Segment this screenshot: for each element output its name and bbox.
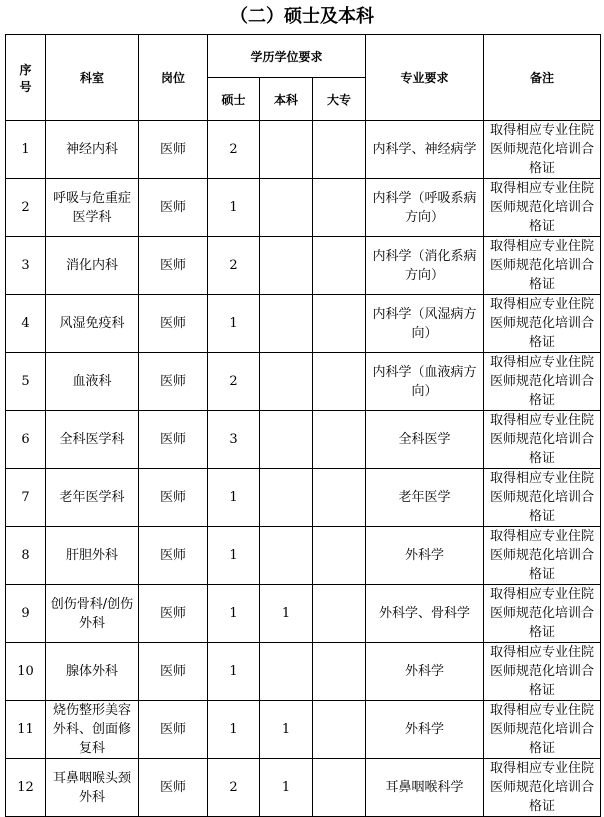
header-bachelor: 本科	[260, 78, 313, 121]
cell-college	[313, 643, 366, 701]
cell-college	[313, 295, 366, 353]
cell-major: 外科学	[366, 527, 484, 585]
cell-index: 10	[6, 643, 46, 701]
cell-note: 取得相应专业住院医师规范化培训合格证	[484, 411, 601, 469]
table-row	[6, 121, 601, 179]
cell-bachelor	[260, 121, 313, 179]
cell-department: 老年医学科	[46, 469, 139, 527]
cell-college	[313, 121, 366, 179]
cell-note: 取得相应专业住院医师规范化培训合格证	[484, 179, 601, 237]
cell-position: 医师	[139, 353, 208, 411]
cell-bachelor	[260, 469, 313, 527]
cell-college	[313, 527, 366, 585]
cell-master: 1	[208, 585, 260, 643]
cell-index: 4	[6, 295, 46, 353]
cell-major: 老年医学	[366, 469, 484, 527]
cell-department: 创伤骨科/创伤外科	[46, 585, 139, 643]
table-body	[6, 121, 601, 817]
cell-department: 消化内科	[46, 237, 139, 295]
cell-department: 肝胆外科	[46, 527, 139, 585]
cell-note: 取得相应专业住院医师规范化培训合格证	[484, 353, 601, 411]
cell-major: 内科学（血液病方向）	[366, 353, 484, 411]
cell-major: 内科学（呼吸系病方向）	[366, 179, 484, 237]
cell-bachelor	[260, 237, 313, 295]
cell-college	[313, 469, 366, 527]
cell-index: 7	[6, 469, 46, 527]
cell-index: 9	[6, 585, 46, 643]
table-row	[6, 237, 601, 295]
cell-index: 11	[6, 701, 46, 759]
cell-position: 医师	[139, 585, 208, 643]
cell-bachelor: 1	[260, 759, 313, 817]
cell-position: 医师	[139, 411, 208, 469]
header-position: 岗位	[139, 35, 208, 121]
cell-bachelor	[260, 411, 313, 469]
table-row	[6, 585, 601, 643]
cell-major: 全科医学	[366, 411, 484, 469]
cell-position: 医师	[139, 295, 208, 353]
header-row	[6, 35, 601, 78]
cell-note: 取得相应专业住院医师规范化培训合格证	[484, 701, 601, 759]
page-title: （二）硕士及本科	[230, 6, 374, 27]
cell-department: 全科医学科	[46, 411, 139, 469]
cell-position: 医师	[139, 527, 208, 585]
cell-master: 2	[208, 353, 260, 411]
header-index: 序号	[6, 35, 46, 121]
cell-index: 2	[6, 179, 46, 237]
cell-note: 取得相应专业住院医师规范化培训合格证	[484, 295, 601, 353]
cell-master: 1	[208, 701, 260, 759]
table-row	[6, 353, 601, 411]
cell-major: 内科学（风湿病方向）	[366, 295, 484, 353]
cell-major: 外科学、骨科学	[366, 585, 484, 643]
cell-index: 5	[6, 353, 46, 411]
cell-master: 1	[208, 643, 260, 701]
cell-position: 医师	[139, 469, 208, 527]
cell-note: 取得相应专业住院医师规范化培训合格证	[484, 585, 601, 643]
cell-master: 1	[208, 295, 260, 353]
cell-index: 3	[6, 237, 46, 295]
cell-index: 1	[6, 121, 46, 179]
table-row	[6, 527, 601, 585]
table-row	[6, 643, 601, 701]
cell-master: 1	[208, 469, 260, 527]
cell-college	[313, 353, 366, 411]
cell-index: 8	[6, 527, 46, 585]
cell-master: 3	[208, 411, 260, 469]
cell-college	[313, 179, 366, 237]
cell-bachelor	[260, 643, 313, 701]
table-row	[6, 701, 601, 759]
cell-major: 内科学（消化系病方向）	[366, 237, 484, 295]
cell-college	[313, 701, 366, 759]
cell-bachelor	[260, 353, 313, 411]
cell-master: 2	[208, 121, 260, 179]
cell-master: 1	[208, 179, 260, 237]
cell-bachelor	[260, 179, 313, 237]
recruitment-table	[5, 34, 601, 817]
table-row	[6, 411, 601, 469]
cell-college	[313, 237, 366, 295]
table-row	[6, 759, 601, 817]
cell-bachelor: 1	[260, 701, 313, 759]
header-department: 科室	[46, 35, 139, 121]
cell-department: 神经内科	[46, 121, 139, 179]
cell-position: 医师	[139, 237, 208, 295]
cell-note: 取得相应专业住院医师规范化培训合格证	[484, 469, 601, 527]
cell-department: 腺体外科	[46, 643, 139, 701]
header-college: 大专	[313, 78, 366, 121]
header-degree-group: 学历学位要求	[208, 35, 366, 78]
cell-note: 取得相应专业住院医师规范化培训合格证	[484, 237, 601, 295]
cell-master: 2	[208, 759, 260, 817]
cell-college	[313, 585, 366, 643]
cell-note: 取得相应专业住院医师规范化培训合格证	[484, 121, 601, 179]
cell-position: 医师	[139, 643, 208, 701]
cell-bachelor: 1	[260, 585, 313, 643]
cell-position: 医师	[139, 759, 208, 817]
cell-note: 取得相应专业住院医师规范化培训合格证	[484, 759, 601, 817]
cell-department: 血液科	[46, 353, 139, 411]
cell-department: 风湿免疫科	[46, 295, 139, 353]
cell-department: 烧伤整形美容外科、创面修复科	[46, 701, 139, 759]
cell-major: 耳鼻咽喉科学	[366, 759, 484, 817]
cell-major: 内科学、神经病学	[366, 121, 484, 179]
table-row	[6, 179, 601, 237]
cell-bachelor	[260, 295, 313, 353]
cell-index: 12	[6, 759, 46, 817]
cell-bachelor	[260, 527, 313, 585]
header-master: 硕士	[208, 78, 260, 121]
table-row	[6, 469, 601, 527]
header-major: 专业要求	[366, 35, 484, 121]
cell-major: 外科学	[366, 701, 484, 759]
cell-master: 1	[208, 527, 260, 585]
cell-college	[313, 411, 366, 469]
cell-major: 外科学	[366, 643, 484, 701]
cell-note: 取得相应专业住院医师规范化培训合格证	[484, 643, 601, 701]
table-row	[6, 295, 601, 353]
cell-note: 取得相应专业住院医师规范化培训合格证	[484, 527, 601, 585]
header-note: 备注	[484, 35, 601, 121]
cell-department: 耳鼻咽喉头颈外科	[46, 759, 139, 817]
cell-master: 2	[208, 237, 260, 295]
cell-college	[313, 759, 366, 817]
cell-position: 医师	[139, 121, 208, 179]
cell-index: 6	[6, 411, 46, 469]
cell-position: 医师	[139, 701, 208, 759]
cell-position: 医师	[139, 179, 208, 237]
cell-department: 呼吸与危重症医学科	[46, 179, 139, 237]
